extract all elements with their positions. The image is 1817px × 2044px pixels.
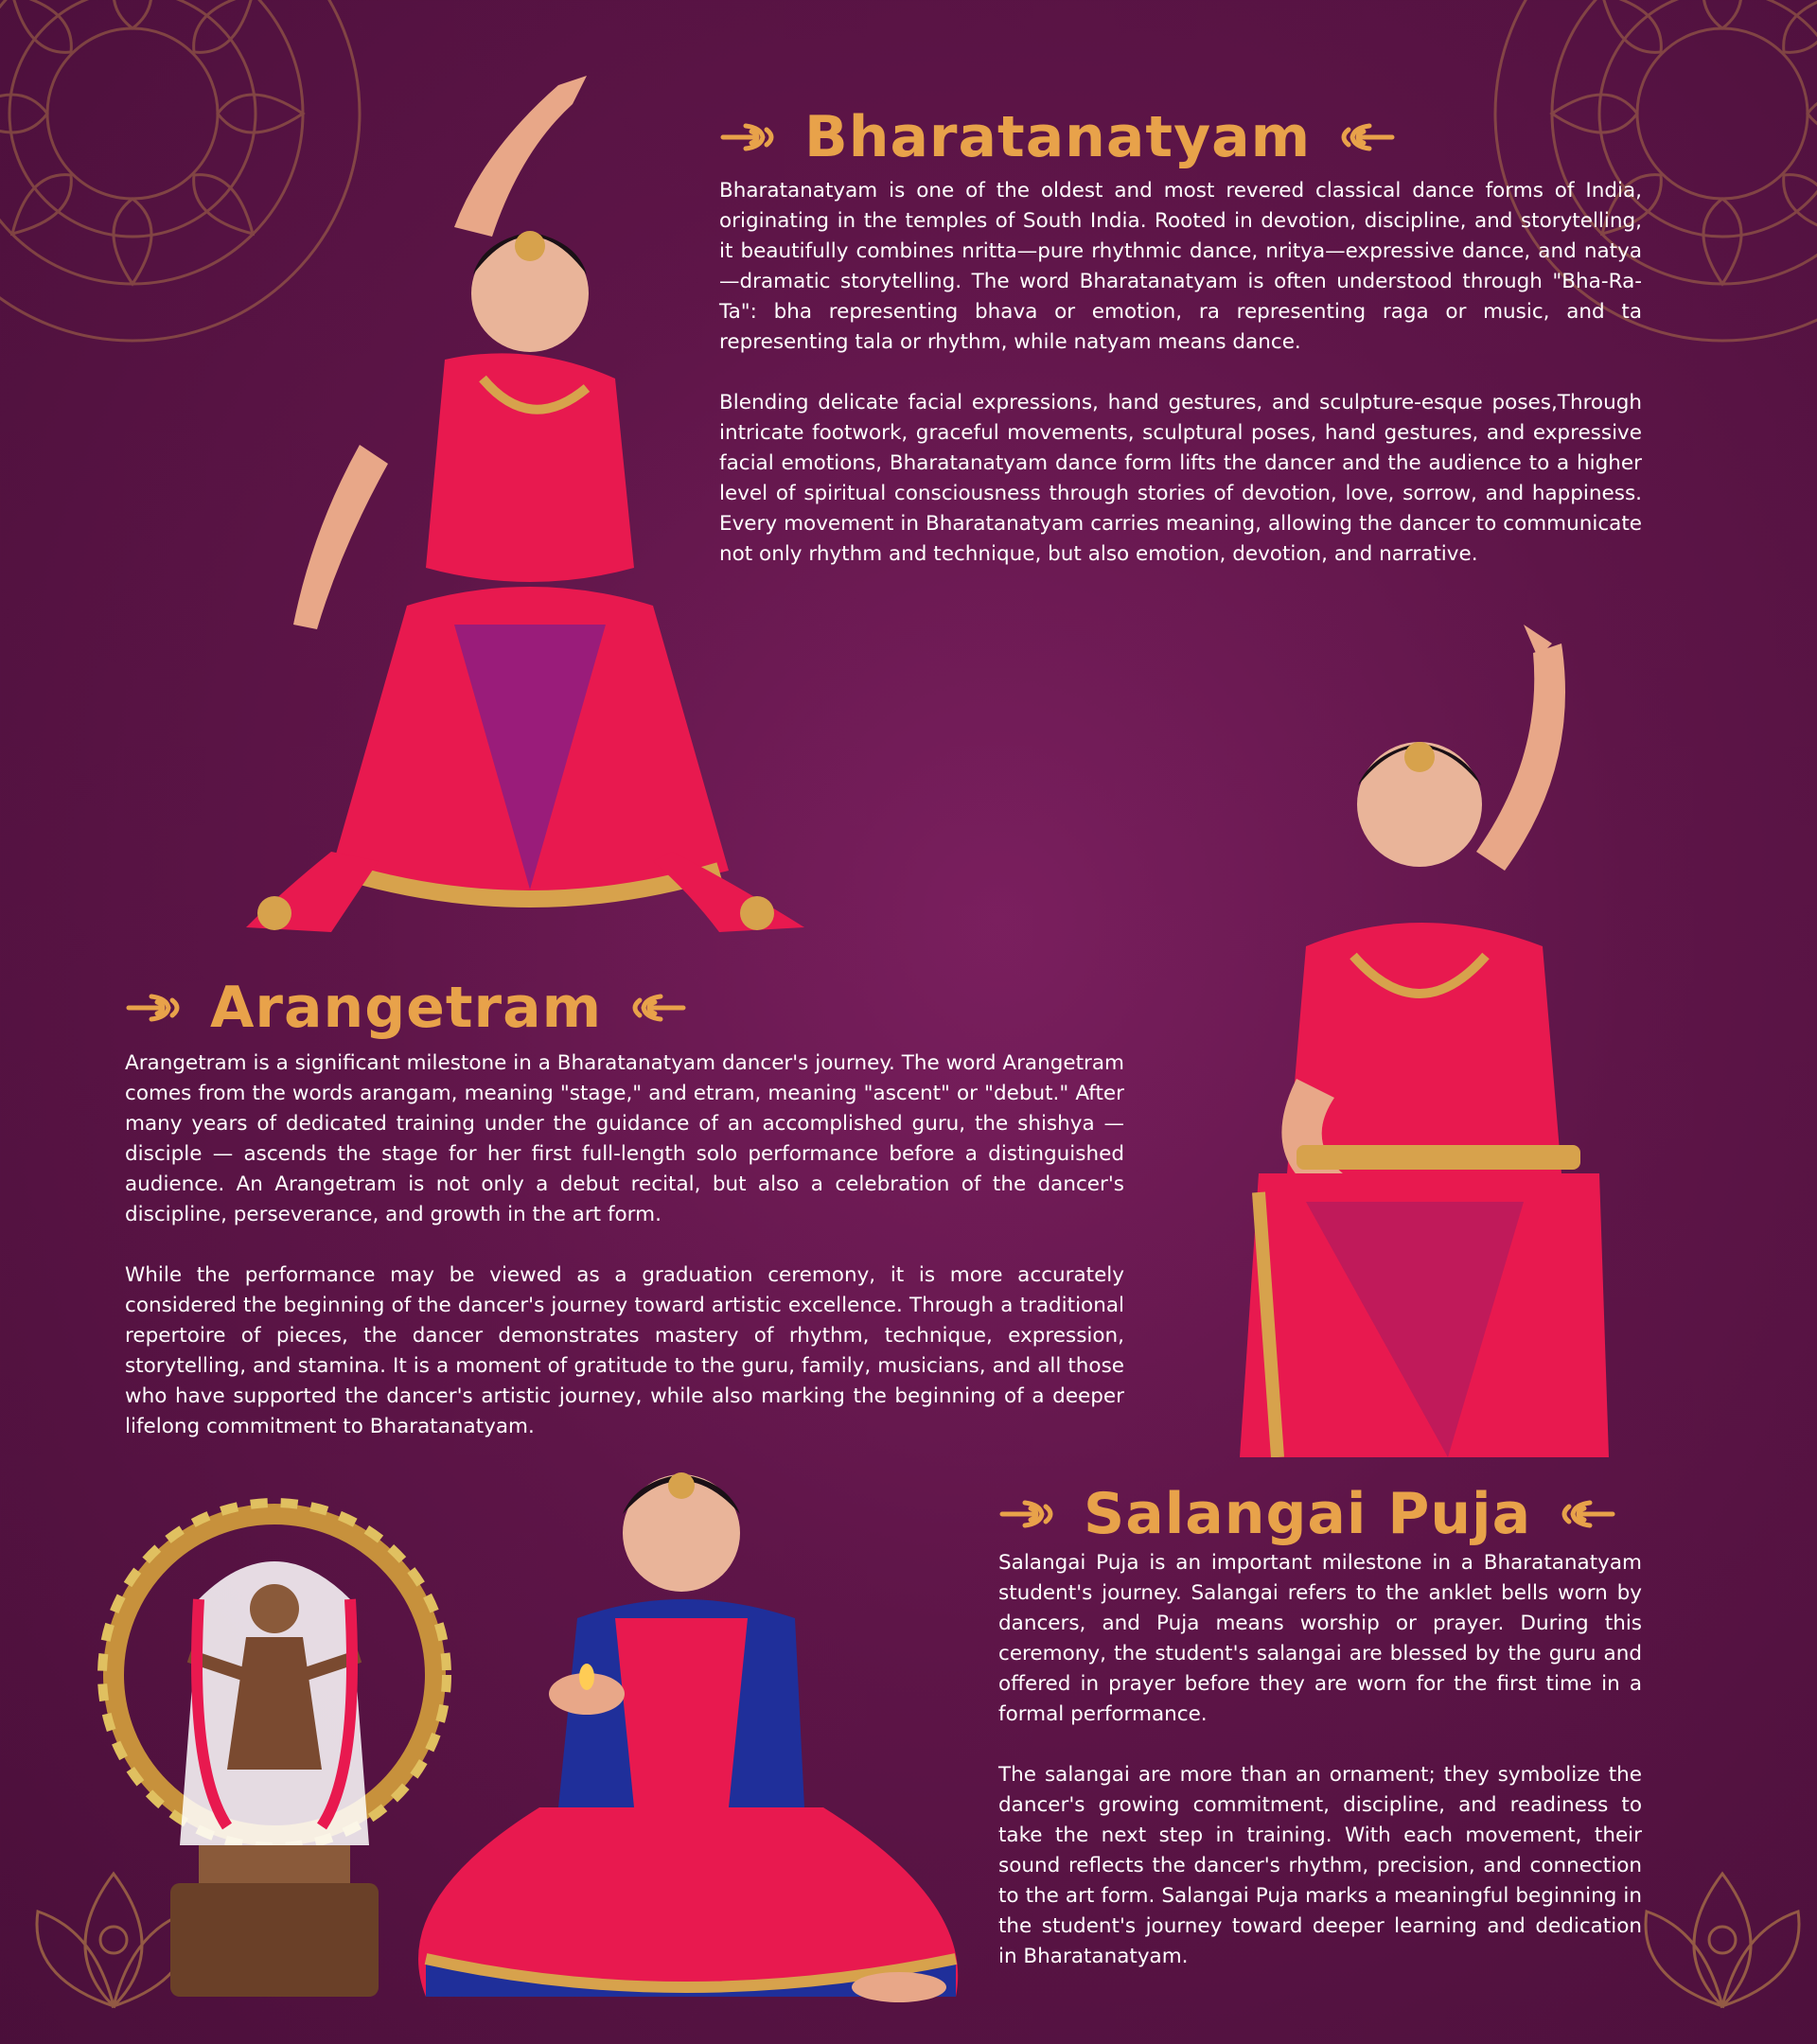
- section-title-text: Bharatanatyam: [804, 104, 1312, 170]
- dancer-photo-salangai-puja: [369, 1429, 994, 2025]
- bharatanatyam-paragraph-2: Blending delicate facial expressions, hand gestures, and sculpture-esque poses,Through intricate footwork, graceful movements, sculptural poses, hand gestures, and expressive facial emotions, Bharatanatyam dance form lifts the dancer and the audience to a higher level of spiritual consciousness through stories of devotion, love, sorrow, and happiness. Every movement in Bharatanatyam carries meaning, allowing the dancer to communicate not only rhythm and technique, but also emotion, devotion, and narrative.: [719, 391, 1642, 566]
- lotus-flourish-bottom-right: [1628, 1836, 1817, 2025]
- ornamental-swirl-icon: [1335, 118, 1396, 156]
- arangetram-paragraph-2: While the performance may be viewed as a graduation ceremony, it is more accurately considered the beginning of the dancer's journey toward artistic excellence. Through a traditional repertoire of pieces, the dancer demonstrates mastery of rhythm, technique, expression, storytelling, and stamina. It is a moment of gratitude to the guru, family, musicians, and all those who have supported the dancer's artistic journey, while also marking the beginning of a deeper lifelong commitment to Bharatanatyam.: [125, 1263, 1124, 1438]
- ornamental-swirl-icon: [1556, 1495, 1616, 1533]
- ornamental-swirl-icon: [998, 1495, 1059, 1533]
- heading-salangai-puja: [998, 1481, 1616, 1547]
- ornamental-swirl-icon: [125, 989, 185, 1027]
- heading-bharatanatyam: [719, 104, 1396, 170]
- salangai-puja-paragraph-2: The salangai are more than an ornament; they symbolize the dancer's growing commitment, discipline, and readiness to take the next step in training. With each movement, their sound reflects the dancer's rhythm, precision, and connection to the art form. Salangai Puja marks a meaningful beginning in the student's journey toward deeper learning and dedication in Bharatanatyam.: [998, 1763, 1642, 1968]
- section-title-text: Arangetram: [210, 975, 603, 1041]
- bharatanatyam-paragraph-1: Bharatanatyam is one of the oldest and most revered classical dance forms of India, originating in the temples of South India. Rooted in devotion, discipline, and storytelling, it beautifully combines nritta—pure rhythmic dance, nritya—expressive dance, and natya—dramatic storytelling. The word Bharatanatyam is often understood through "Bha-Ra-Ta": bha representing bhava or emotion, ra representing raga or music, and ta representing tala or rhythm, while natyam means dance.: [719, 179, 1642, 354]
- ornamental-swirl-icon: [626, 989, 687, 1027]
- heading-arangetram: [125, 975, 687, 1041]
- arangetram-paragraph-1: Arangetram is a significant milestone in a Bharatanatyam dancer's journey. The word Arangetram comes from the words arangam, meaning "stage," and etram, meaning "ascent" or "debut." After many years of dedicated training under the guidance of an accomplished guru, the shishya — disciple — ascends the stage for her first full-length solo performance before a distinguished audience. An Arangetram is not only a debut recital, but also a celebration of the dancer's discipline, perseverance, and growth in the art form.: [125, 1051, 1124, 1226]
- ornamental-swirl-icon: [719, 118, 780, 156]
- salangai-puja-paragraph-1: Salangai Puja is an important milestone in a Bharatanatyam student's journey. Salangai refers to the anklet bells worn by dancers, and Puja means worship or prayer. During this ceremony, the student's salangai are blessed by the guru and offered in prayer before they are worn for the first time in a formal performance.: [998, 1551, 1642, 1726]
- section-title-text: Salangai Puja: [1084, 1481, 1532, 1547]
- dancer-photo-arangetram: [1164, 587, 1656, 1457]
